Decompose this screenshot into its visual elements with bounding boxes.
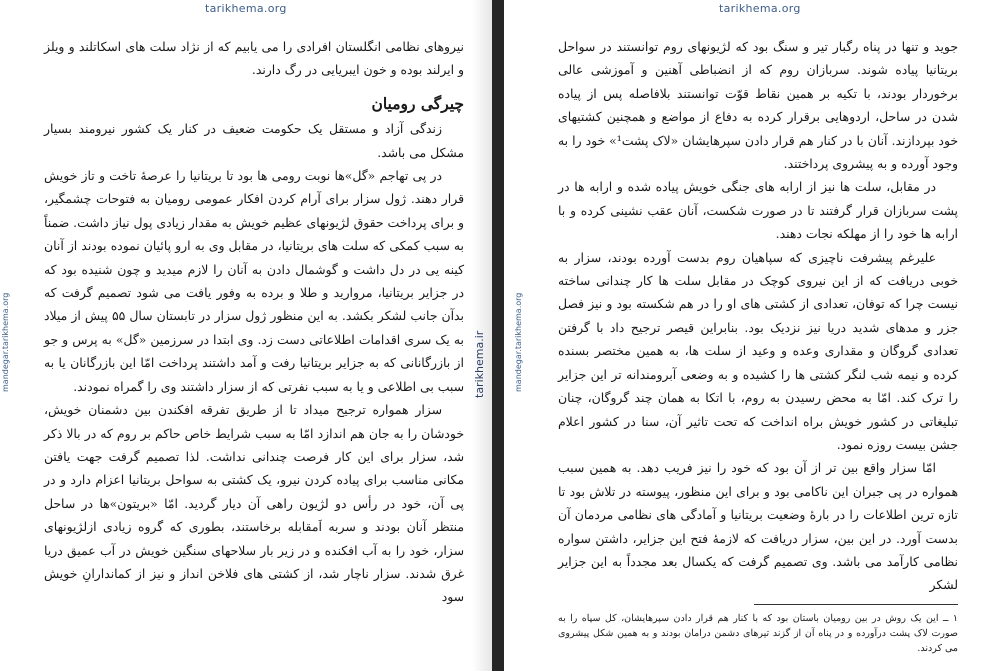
- paragraph: جوید و تنها در پناه رگبار تیر و سنگ بود که لژیونهای روم توانستند در سواحل بریتانیا پیاده شوند. سربازان روم که از انضباطی آهنین و آموزشی عالی برخوردار بودند، با تکیه بر همین نقاط قوّت توانستند بلافاصله پس از پیاده شدن در ساحل، اردوهایی برقرار کرده به دفاع از مواضع و همچنین کشتیهای خود بپردازند. آنان با در کنار هم قرار دادن سپرهایشان «لاک پشت¹» خود را به وجود آورده و به پیشروی پرداختند.: [558, 39, 958, 172]
- paragraph: امّا سزار واقع بین تر از آن بود که خود را نیز فریب دهد. به همین سبب همواره در پی جبران این ناکامی بود و برای این منظور، پیوسته در تلاش بود تا تازه ترین اطلاعات را در بارهٔ وضعیت بریتانیا و آمادگی های نظامی مردمان آن بدست آورد. در این بین، سزار دریافت که لازمهٔ فتح این جزایر، داشتن سواره نظامی کارآمد می باشد. وی تصمیم گرفت که یکسال بعد مجدداً به این جزایر لشکر: [558, 460, 958, 593]
- right-page-body: [558, 35, 958, 597]
- paragraph: علیرغم پیشرفت ناچیزی که سپاهیان روم بدست آورده بودند، سزار به خوبی دریافت که از این نیروی کوچک در مقابل سلت ها کار چندانی ساخته نیست چرا که توفان، تعدادی از کشتی های او را در هم شکسته بود و نیز فصل جزر و مدهای شدید دریا نیز نزدیک بود. بنابراین قیصر ترجیح داد با گرفتن تعدادی گروگان و مقداری وعده و وعید از سلت ها، به همین مختصر بسنده کرده و نیمه شب لنگر کشتی ها را کشیده و به وضعی آبرومندانه تر این جزایر را ترک کند. امّا به محض رسیدن به روم، با اتکا به همان چند گروگان، چنان تبلیغاتی در کشور خویش براه انداخت که تحت تاثیر آن، سنا در کشور اعلام جشن بیست روزه نمود.: [558, 249, 958, 452]
- section-heading: چیرگی رومیان: [371, 93, 464, 113]
- footnote-divider: [754, 604, 958, 605]
- paragraph: زندگی آزاد و مستقل یک حکومت ضعیف در کنار یک کشور نیرومند بسیار مشکل می باشد.: [44, 121, 464, 160]
- paragraph: در مقابل، سلت ها نیز از ارابه های جنگی خویش پیاده شده و ارابه ها در پشت سربازان قرار گرفتند تا در صورت شکست، آنان عقب نشینی کرده و با ارابه ها خود را از مهلکه نجات دهند.: [558, 179, 958, 242]
- site-header-left[interactable]: tarikhema.org: [205, 2, 287, 15]
- right-page: [504, 0, 987, 671]
- vertical-watermark-right: mandegar.tarikhema.org: [514, 292, 523, 392]
- book-spine-divider: [492, 0, 504, 671]
- site-header-right[interactable]: tarikhema.org: [719, 2, 801, 15]
- paragraph: در پی تهاجم «گل»ها نوبت رومی ها بود تا بریتانیا را عرصهٔ تاخت و تاز خویش قرار دهند. ژول سزار برای آرام کردن افکار عمومی رومیان به فتوحات چشمگیر، و برای پرداخت حقوق لژیونهای عظیم خویش به مقدار زیادی پول نیاز داشت. ضمناً به سبب کمکی که سلت های بریتانیا، در مقابل وی به ارو پائیان نموده بودند از آنان کینه یی در دل داشت و گوشمال دادن به آنان را لازم میدید و چون شنیده بود که در جزایر بریتانیا، مروارید و طلا و برده به وفور یافت می شود تصمیم گرفت که بدآن جانب لشکر بکشد. به این منظور ژول سزار در تابستان سال ۵۵ پیش از میلاد به یک سری اقدامات اطلاعاتی دست زد. وی ابتدا در سرزمین «گل» به پرس و جو از بازرگانانی که به جزایر بریتانیا رفت و آمد داشتند پرداخت امّا این بازرگانان یا به سبب بی اطلاعی و یا به سبب نفرتی که از سزار داشتند وی را گمراه نمودند.: [44, 168, 464, 394]
- footnote: ۱ ــ این یک روش در بین رومیان باستان بود که با کنار هم قرار دادن سپرهایشان، کل سپاه را به صورت لاک پشت درآورده و در پناه آن از گزند تیرهای دشمن درامان بودند و به همین شکل پیشروی می کردند.: [558, 613, 958, 654]
- intro-paragraph: نیروهای نظامی انگلستان افرادی را می یابیم که از نژاد سلت های اسکاتلند و ویلز و ایرلند بوده و خون ایبریایی در رگ دارند.: [44, 39, 464, 78]
- vertical-watermark-center: tarikhema.ir: [473, 330, 486, 398]
- left-page: [0, 0, 492, 671]
- vertical-watermark-left: mandegar.tarikhema.org: [1, 292, 10, 392]
- paragraph: سزار همواره ترجیح میداد تا از طریق تفرقه افکندن بین دشمنان خویش، خودشان را به جان هم اندازد امّا به سبب شرایط خاص حاکم بر روم که در بالا ذکر شد، سزار برای این کار فرصت چندانی نداشت. لذا تصمیم گرفت جهت یافتن مکانی مناسب برای پیاده کردن نیرو، یک کشتی به سواحل بریتانیا اعزام دارد و در پی آن، خود در رأس دو لژیون راهی آن دیار گردید. امّا «بریتون»ها در ساحل منتظر آنان بودند و سربه اَمقابله برخاستند، بطوری که گروه زیادی ازلژیونهای سزار، خود را به آب افکنده و در زیر بار سلاحهای سنگین خویش در آب عمیق دریا غرق شدند. سزار ناچار شد، از کشتی های فلاخن انداز و نیز از کماندارانِ خویش سود: [44, 402, 464, 605]
- left-page-body: [44, 35, 464, 609]
